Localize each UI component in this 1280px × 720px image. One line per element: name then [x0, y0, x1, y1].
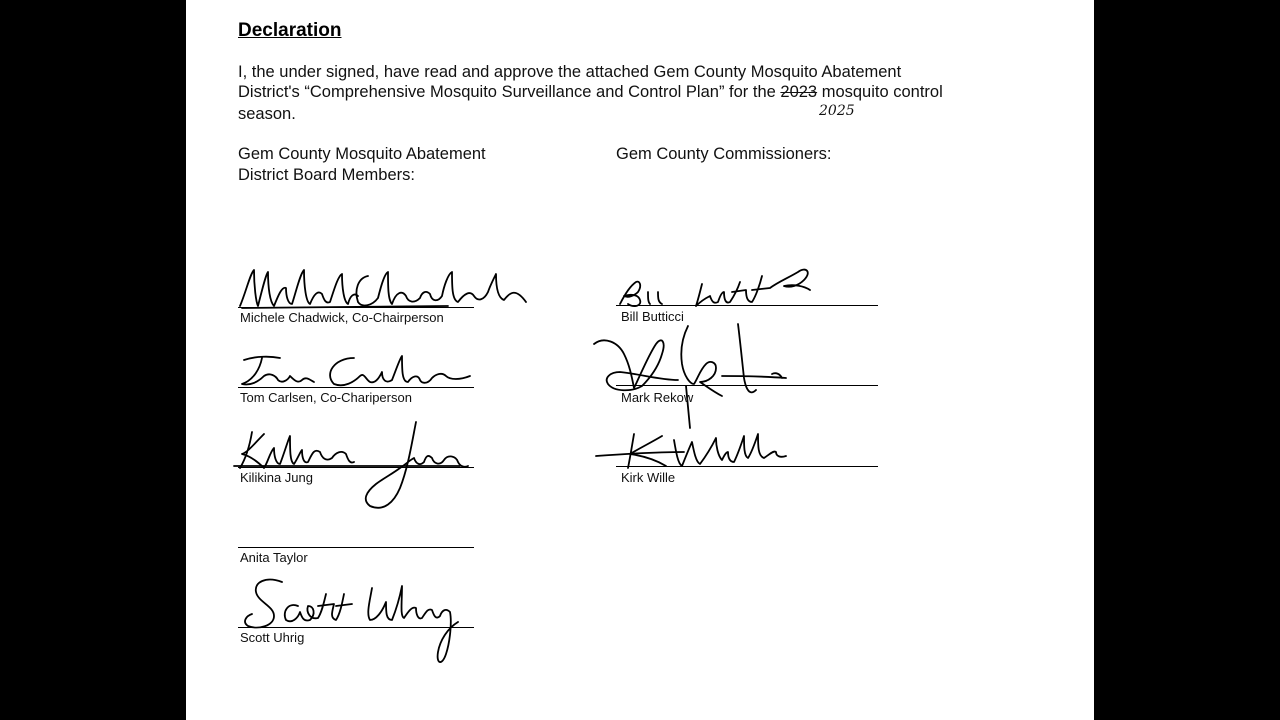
signature-image-rekow — [590, 320, 800, 430]
signature-image-jung — [230, 418, 470, 513]
caption-butticci: Bill Butticci — [621, 309, 684, 324]
declaration-heading: Declaration — [238, 20, 342, 41]
signature-line-uhrig — [238, 627, 474, 628]
caption-wille: Kirk Wille — [621, 470, 676, 485]
signature-line-butticci — [616, 305, 878, 306]
signature-line-taylor — [238, 547, 474, 548]
signature-line-chadwick — [238, 307, 474, 308]
struck-year: 2023 — [780, 83, 818, 101]
caption-carlsen: Tom Carlsen, Co-Chariperson — [240, 390, 412, 405]
signature-line-jung — [238, 467, 474, 468]
board-heading-line-2: District Board Members: — [238, 166, 415, 184]
signature-image-chadwick — [238, 262, 528, 312]
paragraph-line-2 — [238, 83, 943, 102]
signature-line-carlsen — [238, 387, 474, 388]
signature-image-uhrig — [236, 572, 476, 668]
signature-line-rekow — [616, 385, 878, 386]
caption-rekow: Mark Rekow — [621, 390, 694, 405]
signature-image-carlsen — [236, 350, 476, 390]
caption-taylor: Anita Taylor — [240, 550, 308, 565]
paragraph-line-3: season. — [238, 105, 296, 123]
caption-uhrig: Scott Uhrig — [240, 630, 305, 645]
board-heading-line-1: Gem County Mosquito Abatement — [238, 145, 486, 163]
signature-image-butticci — [614, 262, 824, 310]
caption-chadwick: Michele Chadwick, Co-Chairperson — [240, 310, 444, 325]
paragraph-line-1: I, the under signed, have read and approve the attached Gem County Mosquito Abatement — [238, 63, 902, 81]
board-heading — [238, 144, 486, 186]
paragraph-line-2-text: District's “Comprehensive Mosquito Surveillance and Control Plan” for the — [238, 83, 776, 101]
caption-jung: Kilikina Jung — [240, 470, 313, 485]
signature-line-wille — [616, 466, 878, 467]
signature-image-wille — [594, 430, 794, 474]
commissioners-heading: Gem County Commissioners: — [616, 145, 832, 163]
document-page — [186, 0, 1094, 720]
paragraph-line-2-end: mosquito control — [821, 83, 943, 101]
handwritten-year: 2025 — [819, 103, 855, 119]
